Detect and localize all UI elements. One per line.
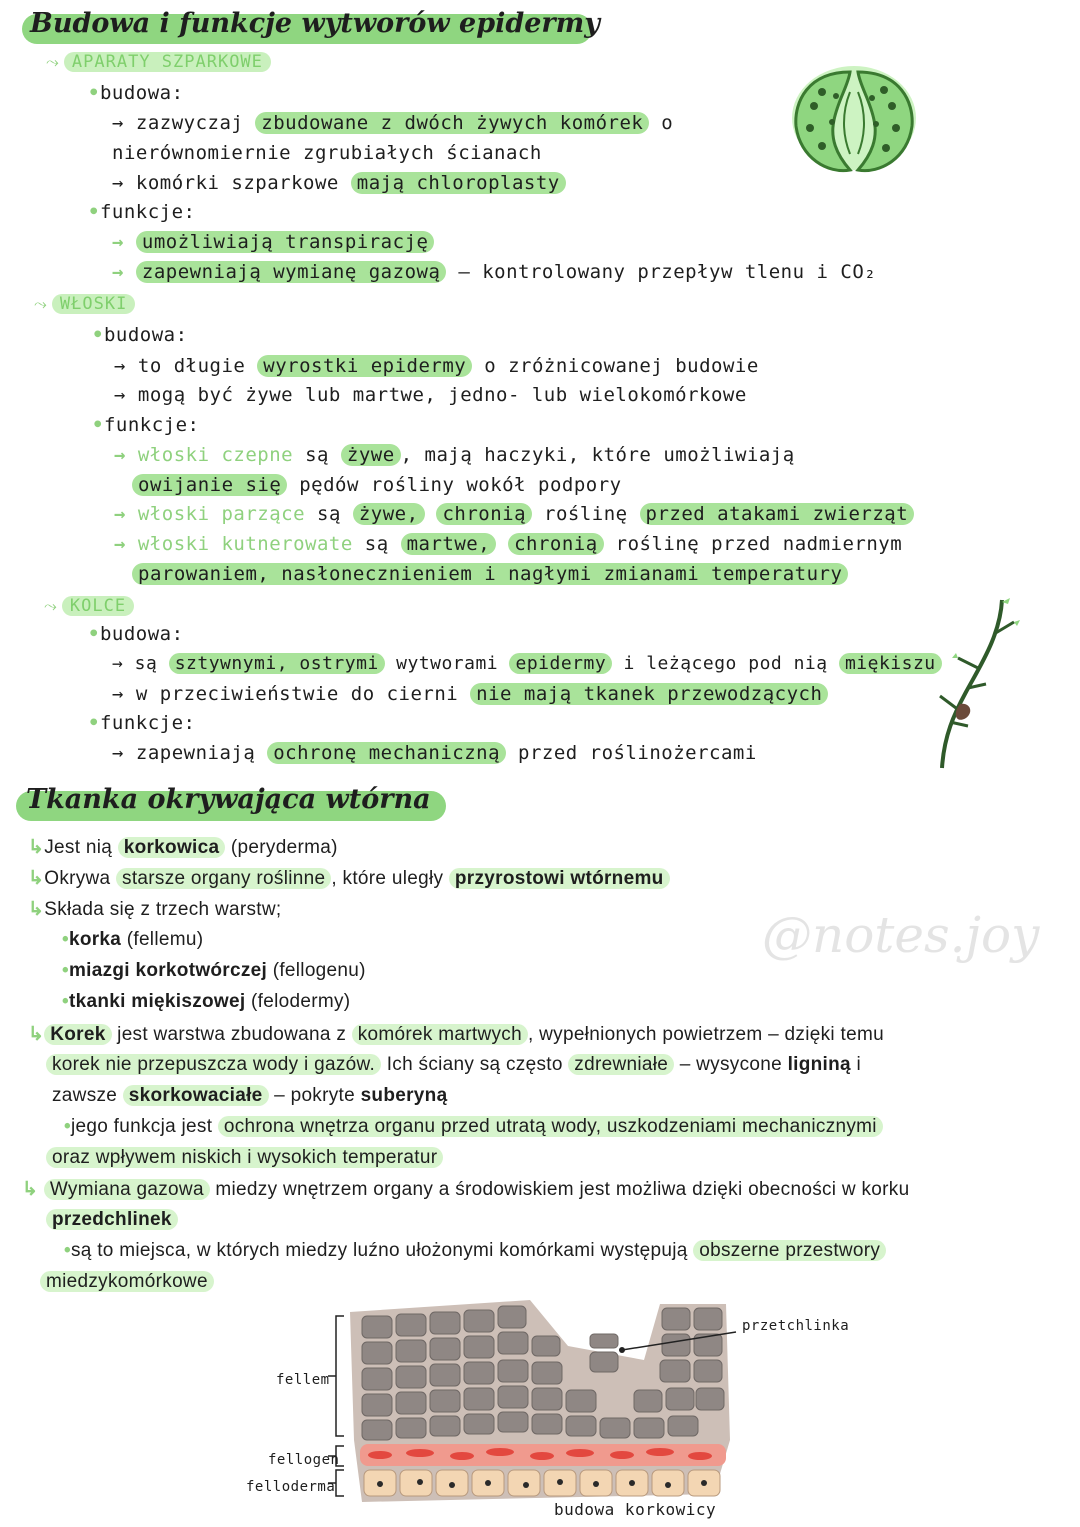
kolce-line2: → w przeciwieństwie do cierni nie mają tkanek przewodzących [112, 683, 828, 705]
korek-line1: ↳ Korek jest warstwa zbudowana z komórek martwych , wypełnionych powietrzem – dzięki temu [28, 1024, 884, 1045]
aparaty-line2: → komórki szparkowe mają chloroplasty [112, 172, 566, 194]
gaz-line2: przedchlinek [46, 1209, 178, 1231]
section-kolce [44, 596, 134, 616]
label-funkcje: •funkcje: [88, 712, 196, 734]
gaz-line1: ↳ Wymiana gazowa miedzy wnętrzem organy a środowiskiem jest możliwa dzięki obecności w korku [22, 1179, 910, 1200]
arrow-icon: → [112, 261, 124, 283]
warstwa-3: •tkanki miękiszowej (felodermy) [62, 991, 351, 1012]
label-felloderma: felloderma [246, 1479, 336, 1495]
gaz-line3: •są to miejsca, w których miedzy luźno ułożonymi komórkami występują obszerne przestwory [64, 1240, 886, 1262]
section-title: Tkanka okrywająca wtórna [26, 784, 431, 815]
arrow-icon: → [112, 231, 124, 253]
kolce-funkcja1: → zapewniają ochronę mechaniczną przed roślinożercami [112, 742, 757, 764]
label-fellogen: fellogen [268, 1452, 340, 1468]
corner-arrow-icon: ↳ [22, 1179, 39, 1200]
korek-line5: oraz wpływem niskich i wysokich temperatur [46, 1147, 443, 1169]
corner-arrow-icon: ↳ [28, 868, 45, 889]
aparaty-line1-cont: nierównomiernie zgrubiałych ścianach [112, 142, 542, 164]
stomata-illustration [778, 62, 928, 182]
label-funkcje: •funkcje: [88, 201, 196, 223]
arrow-icon: → [114, 503, 126, 525]
korek-line3: zawsze skorkowaciałe – pokryte suberyną [52, 1085, 448, 1106]
section-wloski [34, 294, 135, 314]
wloski-funkcja3: → włoski kutnerowate są martwe, chronią roślinę przed nadmiernym [114, 533, 903, 555]
wloski-funkcja3-cont: parowaniem, nasłonecznieniem i nagłymi zmianami temperatury [132, 563, 848, 585]
section-label: APARATY SZPARKOWE [64, 52, 271, 72]
corner-arrow-icon: ↳ [28, 837, 45, 858]
aparaty-funkcja2: → zapewniają wymianę gazową – kontrolowany przepływ tlenu i CO₂ [112, 261, 877, 283]
corner-arrow-icon: ↳ [28, 899, 45, 920]
label-funkcje: •funkcje: [92, 414, 200, 436]
wloski-line2: → mogą być żywe lub martwe, jedno- lub wielokomórkowe [114, 384, 747, 406]
label-budowa: •budowa: [92, 324, 188, 346]
wave-arrow-icon: ⤳ [44, 596, 57, 615]
wloski-funkcja1: → włoski czepne są żywe , mają haczyki, które umożliwiają [114, 444, 795, 466]
aparaty-line1: → zazwyczaj zbudowane z dwóch żywych komórek o [112, 112, 674, 134]
korek-line4: •jego funkcja jest ochrona wnętrza organu przed utratą wody, uszkodzeniami mechanicznymi [64, 1116, 883, 1138]
corner-arrow-icon: ↳ [28, 1024, 45, 1045]
section-label: WŁOSKI [52, 294, 135, 314]
section-aparaty [46, 52, 271, 72]
page-title: Budowa i funkcje wytworów epidermy [30, 8, 600, 39]
warstwa-1: •korka (fellemu) [62, 929, 204, 950]
label-fellem: fellem [276, 1372, 330, 1388]
tkanka-line2: ↳Okrywa starsze organy roślinne , które uległy przyrostowi wtórnemu [28, 867, 670, 890]
section-label: KOLCE [62, 596, 134, 616]
label-przetchlinka: przetchlinka [742, 1318, 850, 1334]
arrow-icon: → [114, 444, 126, 466]
wave-arrow-icon: ⤳ [46, 52, 59, 71]
tkanka-line3: ↳Składa się z trzech warstw; [28, 899, 282, 920]
gaz-line4: miedzykomórkowe [40, 1271, 214, 1293]
kolce-line1: → są sztywnymi, ostrymi wytworami epidermy i leżącego pod nią miękiszu [112, 653, 942, 674]
arrow-icon: → [114, 533, 126, 555]
watermark: @notes.joy [762, 906, 1040, 964]
diagram-caption: budowa korkowicy [554, 1500, 717, 1519]
wloski-funkcja1-cont: owijanie się pędów rośliny wokół podpory [132, 474, 622, 496]
aparaty-funkcja1: → umożliwiają transpirację [112, 231, 434, 253]
thorny-stem-illustration [930, 596, 1026, 772]
label-budowa: •budowa: [88, 82, 184, 104]
label-budowa: •budowa: [88, 623, 184, 645]
tkanka-line1: ↳Jest nią korkowica (peryderma) [28, 837, 338, 858]
wave-arrow-icon: ⤳ [34, 294, 47, 313]
warstwa-2: •miazgi korkotwórczej (fellogenu) [62, 960, 366, 981]
korek-line2: korek nie przepuszcza wody i gazów. Ich ściany są często zdrewniałe – wysycone ligniną i [46, 1054, 861, 1076]
wloski-line1: → to długie wyrostki epidermy o zróżnicowanej budowie [114, 355, 759, 377]
wloski-funkcja2: → włoski parzące są żywe, chronią roślinę przed atakami zwierząt [114, 503, 914, 525]
